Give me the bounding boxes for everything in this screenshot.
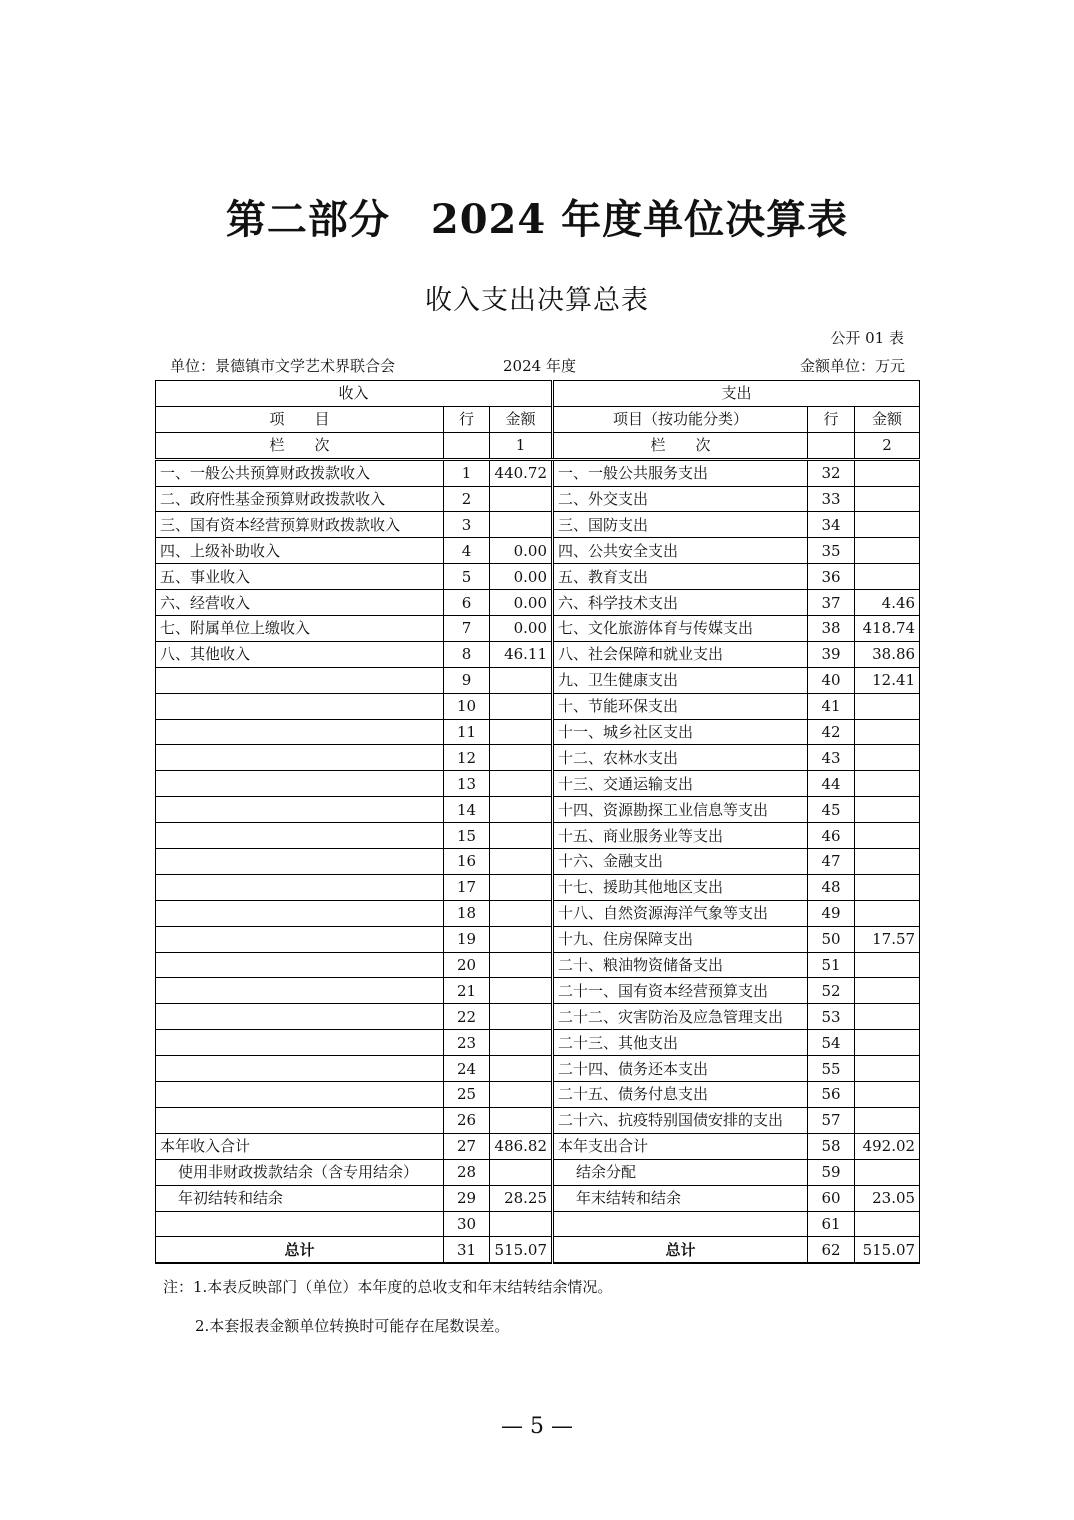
income-row-number: 21 [444,978,490,1004]
expense-item-cell: 二十、粮油物资储备支出 [553,952,808,978]
income-amount-cell [490,1159,553,1185]
income-row-number: 22 [444,1004,490,1030]
income-item-cell [156,1107,444,1133]
expense-amount-cell [855,1211,920,1237]
expense-amount-cell: 17.57 [855,926,920,952]
income-item-cell [156,978,444,1004]
table-row [156,849,920,875]
page-number: — 5 — [501,1414,573,1439]
income-row-number: 2 [444,486,490,512]
income-item-cell: 本年收入合计 [156,1133,444,1159]
expense-amount-cell [855,564,920,590]
table-row [156,459,920,486]
expense-item-cell: 结余分配 [553,1159,808,1185]
table-row [156,538,920,564]
income-item-cell: 五、事业收入 [156,564,444,590]
expense-row-number: 51 [808,952,855,978]
expense-item-cell: 二十三、其他支出 [553,1030,808,1056]
expense-row-number: 35 [808,538,855,564]
expense-amount-cell [855,1159,920,1185]
income-row-number: 26 [444,1107,490,1133]
expense-amount-cell [855,1056,920,1082]
income-item-cell [156,900,444,926]
expense-item-cell: 十五、商业服务业等支出 [553,823,808,849]
income-amount-cell [490,978,553,1004]
income-item-cell [156,952,444,978]
expense-row-number: 48 [808,874,855,900]
expense-amount-cell [855,1004,920,1030]
expense-amount-cell [855,745,920,771]
expense-row-number: 46 [808,823,855,849]
income-amount-cell [490,1030,553,1056]
expense-item-cell: 二十一、国有资本经营预算支出 [553,978,808,1004]
income-amount-cell [490,797,553,823]
income-item-cell [156,926,444,952]
expense-row-number: 45 [808,797,855,823]
income-amount-cell: 0.00 [490,538,553,564]
income-row-number: 24 [444,1056,490,1082]
expense-item-cell: 五、教育支出 [553,564,808,590]
income-row-number: 15 [444,823,490,849]
expense-amount-header: 金额 [855,406,920,432]
table-row [156,1004,920,1030]
income-row-number: 10 [444,693,490,719]
table-row [156,952,920,978]
expense-amount-cell [855,486,920,512]
income-item-cell [156,797,444,823]
expense-item-cell: 二十二、灾害防治及应急管理支出 [553,1004,808,1030]
table-row [156,1107,920,1133]
expense-row-number: 32 [808,459,855,486]
expense-row-number: 58 [808,1133,855,1159]
income-item-cell [156,1030,444,1056]
table-row [156,1185,920,1211]
expense-header: 支出 [553,381,920,407]
expense-row-number: 47 [808,849,855,875]
table-row [156,823,920,849]
expense-amount-cell [855,512,920,538]
income-amount-cell [490,1211,553,1237]
expense-row-number: 33 [808,486,855,512]
income-item-cell: 年初结转和结余 [156,1185,444,1211]
expense-row-number: 40 [808,667,855,693]
income-amount-cell [490,512,553,538]
income-row-number: 12 [444,745,490,771]
income-row-number: 27 [444,1133,490,1159]
table-row [156,900,920,926]
income-amount-cell [490,952,553,978]
income-row-number: 31 [444,1237,490,1263]
income-row-number: 20 [444,952,490,978]
income-item-cell [156,667,444,693]
expense-amount-cell: 4.46 [855,590,920,616]
expense-item-cell: 八、社会保障和就业支出 [553,641,808,667]
expense-item-cell: 二、外交支出 [553,486,808,512]
table-row [156,874,920,900]
expense-column-blank [808,432,855,459]
expense-item-cell: 本年支出合计 [553,1133,808,1159]
income-row-number: 3 [444,512,490,538]
income-column-label: 栏 次 [156,432,444,459]
income-row-number: 13 [444,771,490,797]
note-2: 2.本套报表金额单位转换时可能存在尾数误差。 [195,1317,510,1335]
expense-row-number: 56 [808,1082,855,1108]
expense-row-number: 52 [808,978,855,1004]
expense-amount-cell: 418.74 [855,616,920,642]
table-row [156,486,920,512]
income-item-cell: 总计 [156,1237,444,1263]
table-row [156,693,920,719]
table-row [156,1030,920,1056]
income-expense-table [155,380,920,1264]
expense-row-number: 61 [808,1211,855,1237]
expense-amount-cell: 38.86 [855,641,920,667]
expense-item-cell: 十九、住房保障支出 [553,926,808,952]
income-item-cell [156,874,444,900]
income-amount-cell [490,849,553,875]
expense-item-cell: 十、节能环保支出 [553,693,808,719]
expense-item-cell: 十七、援助其他地区支出 [553,874,808,900]
money-unit-label: 金额单位：万元 [799,357,905,375]
income-amount-cell [490,1056,553,1082]
note-1: 注：1.本表反映部门（单位）本年度的总收支和年末结转结余情况。 [163,1278,613,1296]
expense-item-cell: 二十四、债务还本支出 [553,1056,808,1082]
expense-amount-cell [855,849,920,875]
expense-item-cell: 总计 [553,1237,808,1263]
expense-amount-cell: 23.05 [855,1185,920,1211]
expense-row-number: 55 [808,1056,855,1082]
table-row [156,590,920,616]
table-row [156,641,920,667]
table-row [156,719,920,745]
income-row-number: 17 [444,874,490,900]
income-amount-cell: 486.82 [490,1133,553,1159]
expense-item-cell: 七、文化旅游体育与传媒支出 [553,616,808,642]
income-row-number: 4 [444,538,490,564]
income-amount-cell [490,486,553,512]
table-row [156,771,920,797]
expense-item-cell: 四、公共安全支出 [553,538,808,564]
income-amount-cell: 0.00 [490,616,553,642]
expense-row-number: 34 [808,512,855,538]
income-header: 收入 [156,381,553,407]
expense-row-number: 41 [808,693,855,719]
expense-amount-cell [855,719,920,745]
income-amount-cell [490,745,553,771]
expense-item-cell [553,1211,808,1237]
expense-item-cell: 十二、农林水支出 [553,745,808,771]
income-amount-cell [490,693,553,719]
income-item-cell [156,745,444,771]
income-amount-cell [490,719,553,745]
income-item-cell: 二、政府性基金预算财政拨款收入 [156,486,444,512]
expense-row-number: 39 [808,641,855,667]
income-item-cell [156,1211,444,1237]
expense-item-cell: 十三、交通运输支出 [553,771,808,797]
expense-item-cell: 一、一般公共服务支出 [553,459,808,486]
table-row [156,926,920,952]
expense-item-cell: 十八、自然资源海洋气象等支出 [553,900,808,926]
expense-amount-cell [855,693,920,719]
table-row [156,1056,920,1082]
unit-label: 单位：景德镇市文学艺术界联合会 [170,357,396,375]
table-row [156,667,920,693]
income-item-cell [156,693,444,719]
expense-item-cell: 十六、金融支出 [553,849,808,875]
expense-column-label: 栏 次 [553,432,808,459]
expense-row-number: 53 [808,1004,855,1030]
income-amount-cell: 0.00 [490,590,553,616]
expense-amount-cell [855,1107,920,1133]
income-row-number: 28 [444,1159,490,1185]
income-amount-cell [490,771,553,797]
expense-row-number: 42 [808,719,855,745]
income-item-cell [156,1082,444,1108]
page-title: 第二部分 2024 年度单位决算表 [225,196,849,243]
year-label: 2024 年度 [503,357,576,375]
expense-item-cell: 二十六、抗疫特别国债安排的支出 [553,1107,808,1133]
income-row-number: 29 [444,1185,490,1211]
income-row-number: 6 [444,590,490,616]
expense-item-header: 项目（按功能分类） [553,406,808,432]
income-row-number: 25 [444,1082,490,1108]
expense-item-cell: 十一、城乡社区支出 [553,719,808,745]
income-item-cell [156,771,444,797]
expense-amount-cell: 12.41 [855,667,920,693]
table-row [156,1211,920,1237]
table-row [156,1237,920,1263]
income-amount-cell: 28.25 [490,1185,553,1211]
income-row-number: 16 [444,849,490,875]
income-amount-cell [490,926,553,952]
expense-amount-cell [855,823,920,849]
income-row-number: 23 [444,1030,490,1056]
income-item-cell [156,719,444,745]
income-item-cell: 六、经营收入 [156,590,444,616]
income-row-number: 11 [444,719,490,745]
income-amount-cell [490,900,553,926]
income-item-header: 项 目 [156,406,444,432]
expense-row-number: 44 [808,771,855,797]
table-code: 公开 01 表 [830,329,904,347]
table-row [156,1133,920,1159]
income-row-number: 9 [444,667,490,693]
table-row [156,978,920,1004]
income-amount-cell: 46.11 [490,641,553,667]
expense-amount-cell: 492.02 [855,1133,920,1159]
income-item-cell [156,1056,444,1082]
notes [163,1276,612,1336]
income-row-number: 30 [444,1211,490,1237]
income-row-number: 18 [444,900,490,926]
table-row [156,1159,920,1185]
income-amount-cell [490,823,553,849]
expense-amount-cell [855,1030,920,1056]
income-item-cell [156,1004,444,1030]
table-title: 收入支出决算总表 [425,285,649,316]
expense-row-number: 49 [808,900,855,926]
expense-amount-cell [855,771,920,797]
income-row-number: 14 [444,797,490,823]
expense-row-number: 36 [808,564,855,590]
expense-row-number: 37 [808,590,855,616]
expense-item-cell: 十四、资源勘探工业信息等支出 [553,797,808,823]
income-amount-cell: 0.00 [490,564,553,590]
expense-item-cell: 九、卫生健康支出 [553,667,808,693]
income-amount-cell: 515.07 [490,1237,553,1263]
income-amount-cell [490,874,553,900]
expense-row-header: 行 [808,406,855,432]
table-row [156,745,920,771]
income-row-number: 19 [444,926,490,952]
expense-amount-cell [855,952,920,978]
table-row [156,564,920,590]
income-item-cell: 三、国有资本经营预算财政拨款收入 [156,512,444,538]
expense-amount-cell [855,1082,920,1108]
expense-item-cell: 二十五、债务付息支出 [553,1082,808,1108]
table-row [156,512,920,538]
expense-amount-cell: 515.07 [855,1237,920,1263]
expense-row-number: 60 [808,1185,855,1211]
expense-column-number: 2 [855,432,920,459]
income-row-number: 1 [444,459,490,486]
expense-row-number: 50 [808,926,855,952]
expense-row-number: 62 [808,1237,855,1263]
table-row [156,1082,920,1108]
income-amount-cell [490,667,553,693]
income-amount-cell [490,1082,553,1108]
expense-amount-cell [855,900,920,926]
income-row-number: 7 [444,616,490,642]
income-item-cell: 四、上级补助收入 [156,538,444,564]
expense-item-cell: 六、科学技术支出 [553,590,808,616]
expense-amount-cell [855,874,920,900]
expense-row-number: 38 [808,616,855,642]
table-row [156,797,920,823]
income-amount-cell: 440.72 [490,459,553,486]
income-item-cell: 使用非财政拨款结余（含专用结余） [156,1159,444,1185]
income-item-cell: 八、其他收入 [156,641,444,667]
expense-row-number: 59 [808,1159,855,1185]
expense-item-cell: 年末结转和结余 [553,1185,808,1211]
expense-item-cell: 三、国防支出 [553,512,808,538]
expense-amount-cell [855,797,920,823]
income-amount-cell [490,1107,553,1133]
expense-row-number: 54 [808,1030,855,1056]
expense-row-number: 57 [808,1107,855,1133]
expense-row-number: 43 [808,745,855,771]
expense-amount-cell [855,978,920,1004]
income-item-cell [156,823,444,849]
income-column-number: 1 [490,432,553,459]
expense-amount-cell [855,538,920,564]
income-amount-header: 金额 [490,406,553,432]
income-column-blank [444,432,490,459]
income-row-header: 行 [444,406,490,432]
income-item-cell [156,849,444,875]
table-row [156,616,920,642]
expense-amount-cell [855,459,920,486]
income-row-number: 8 [444,641,490,667]
table-meta [170,355,905,375]
income-amount-cell [490,1004,553,1030]
income-item-cell: 一、一般公共预算财政拨款收入 [156,459,444,486]
income-item-cell: 七、附属单位上缴收入 [156,616,444,642]
income-row-number: 5 [444,564,490,590]
